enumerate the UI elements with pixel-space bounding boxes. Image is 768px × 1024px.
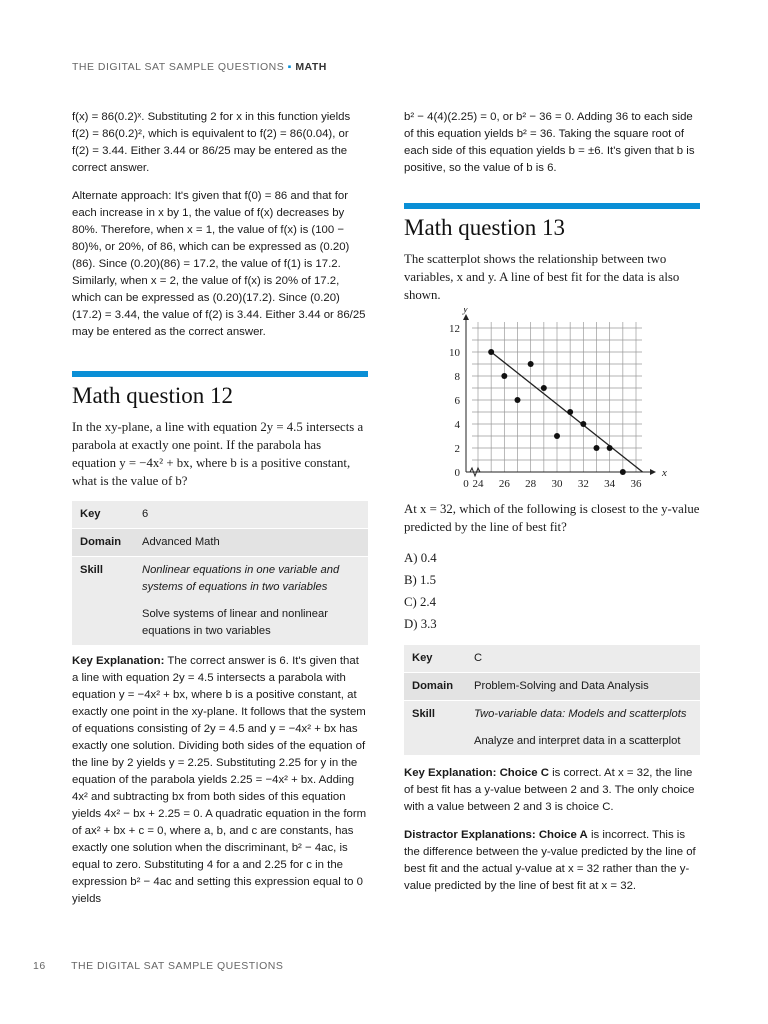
domain-label: Domain	[404, 673, 466, 701]
q12-text: In the xy-plane, a line with equation 2y = 4.5 intersects a parabola at exactly one point. If the parabola has equation y = −4x² + bx, where b is a positive constant, what is the value of b?	[72, 420, 364, 488]
q13-answer-table	[404, 645, 700, 755]
skill-label: Skill	[80, 564, 104, 576]
key-expl-label: Key Explanation:	[72, 655, 165, 667]
y-tick-label: 0	[454, 467, 460, 479]
data-point	[554, 433, 560, 439]
x-tick-label: 0	[463, 478, 469, 490]
choice-a[interactable]: A) 0.4	[404, 551, 437, 565]
right-column	[404, 109, 700, 906]
x-tick-label: 28	[525, 478, 537, 490]
data-point	[567, 409, 573, 415]
choice-c[interactable]: C) 2.4	[404, 595, 436, 609]
y-tick-label: 2	[454, 443, 460, 455]
data-point	[541, 385, 547, 391]
choice-d[interactable]: D) 3.3	[404, 617, 437, 631]
domain-value: Problem-Solving and Data Analysis	[466, 673, 700, 701]
page-header	[72, 61, 327, 73]
key-label: Key	[404, 645, 466, 673]
data-point	[580, 421, 586, 427]
y-tick-label: 6	[454, 395, 460, 407]
x-tick-label: 26	[498, 478, 510, 490]
q12-answer-table	[72, 501, 368, 645]
header-section: MATH	[295, 61, 327, 73]
x-tick-label: 32	[577, 478, 589, 490]
key-expl-text: The correct answer is 6. It's given that a line with equation 2y = 4.5 intersects a parabola with equation y = −4x² + bx, where b is a positive constant, at exactly one point in the xy-plane. It follows that the system of equations consisting of 2y = 4.5 and y = −4x² + bx has exactly one solution. Dividing both sides of the equation of the line by 2 yields y = 2.25. Substituting 2.25 for y in the equation of the parabola yields 2.25 = −4x² + bx. Adding 4x² and subtracting bx from both sides of this equation yields 4x² − bx + 2.25 = 0. A quadratic equation in the form of ax² + bx + c = 0, where a, b, and c are constants, has exactly one solution when the discriminant, b² − 4ac, is equal to zero. Substituting 4 for a and 2.25 for c in the expression b² − 4ac and setting this expression equal to 0 yields	[72, 655, 367, 905]
q12-key-explanation	[72, 653, 368, 908]
data-point	[515, 397, 521, 403]
skill-subvalue: Solve systems of linear and nonlinear equations in two variables	[142, 608, 328, 637]
q13-question: At x = 32, which of the following is closest to the y-value predicted by the line of best fit?	[404, 502, 700, 534]
y-tick-label: 4	[454, 419, 460, 431]
key-value: 6	[134, 501, 368, 529]
q12-answer-continued: b² − 4(4)(2.25) = 0, or b² − 36 = 0. Adding 36 to each side of this equation yields b² = 36. Taking the square root of each side of this equation yields b = ±6. It's given that b is positive, so the value of b is 6.	[404, 111, 695, 174]
page-footer	[33, 960, 283, 972]
distractor-label: Distractor Explanations: Choice A	[404, 829, 588, 841]
page-number: 16	[33, 960, 46, 972]
key-label: Key	[72, 501, 134, 529]
q13-distractor-explanation	[404, 827, 700, 895]
q13-title: Math question 13	[404, 215, 565, 240]
y-tick-label: 10	[449, 347, 460, 359]
q13-text: The scatterplot shows the relationship between two variables, x and y. A line of best fit for the data is also shown.	[404, 252, 680, 302]
y-axis-label: y	[463, 308, 468, 315]
data-point	[620, 469, 626, 475]
key-expl-label: Key Explanation: Choice C	[404, 767, 549, 779]
key-expl-text: is correct. At x = 32, the line of best fit has a y-value between 2 and 3. The only choice with a value between 2 and 3 is choice C.	[404, 767, 695, 813]
domain-value: Advanced Math	[134, 529, 368, 557]
answer-choices	[404, 547, 700, 635]
skill-label: Skill	[412, 708, 436, 720]
data-point	[488, 349, 494, 355]
q12-title: Math question 12	[72, 383, 233, 408]
scatterplot	[422, 308, 682, 496]
choice-b[interactable]: B) 1.5	[404, 573, 436, 587]
skill-value: Two-variable data: Models and scatterplots	[474, 708, 687, 720]
left-column	[72, 109, 368, 919]
data-point	[501, 373, 507, 379]
footer-title: THE DIGITAL SAT SAMPLE QUESTIONS	[71, 960, 284, 972]
skill-value: Nonlinear equations in one variable and systems of equations in two variables	[142, 564, 340, 593]
data-point	[528, 361, 534, 367]
y-tick-label: 8	[454, 371, 460, 383]
section-divider	[404, 203, 700, 209]
section-divider	[72, 371, 368, 377]
distractor-text: is incorrect. This is the difference between the y-value predicted by the line of best fit and the actual y-value at x = 32 rather than the y-value predicted by the line of best fit at x = 32.	[404, 829, 696, 892]
x-tick-label: 24	[472, 478, 484, 490]
q11-answer-text: f(x) = 86(0.2)ˣ. Substituting 2 for x in this function yields f(2) = 86(0.2)², which is equivalent to f(2) = 86(0.04), or f(2) = 3.44. Either 3.44 or 86/25 may be entered as the correct answer.	[72, 111, 351, 174]
x-axis-label: x	[662, 467, 667, 479]
data-point	[594, 445, 600, 451]
header-separator: ▪	[287, 61, 292, 73]
x-tick-label: 30	[551, 478, 563, 490]
x-tick-label: 34	[604, 478, 616, 490]
x-tick-label: 36	[630, 478, 642, 490]
q11-alternate-approach: Alternate approach: It's given that f(0) = 86 and that for each increase in x by 1, the value of f(x) decreases by 80%. Therefore, when x = 1, the value of f(x) is (100 − 80)%, or 20%, of 86, which can be expressed as (0.20)(86). Since (0.20)(86) = 17.2, the value of f(1) is 17.2. Similarly, when x = 2, the value of f(x) is 20% of 17.2, which can be expressed as (0.20)(17.2). Since (0.20)(17.2) = 3.44, the value of f(2) is 3.44. Either 3.44 or 86/25 may be entered as the correct answer.	[72, 190, 366, 338]
data-point	[607, 445, 613, 451]
key-value: C	[466, 645, 700, 673]
domain-label: Domain	[72, 529, 134, 557]
header-title: THE DIGITAL SAT SAMPLE QUESTIONS	[72, 61, 285, 73]
y-tick-label: 12	[449, 323, 460, 335]
q13-key-explanation	[404, 765, 700, 816]
x-axis-arrow	[650, 469, 656, 475]
skill-subvalue: Analyze and interpret data in a scatterplot	[474, 735, 681, 747]
